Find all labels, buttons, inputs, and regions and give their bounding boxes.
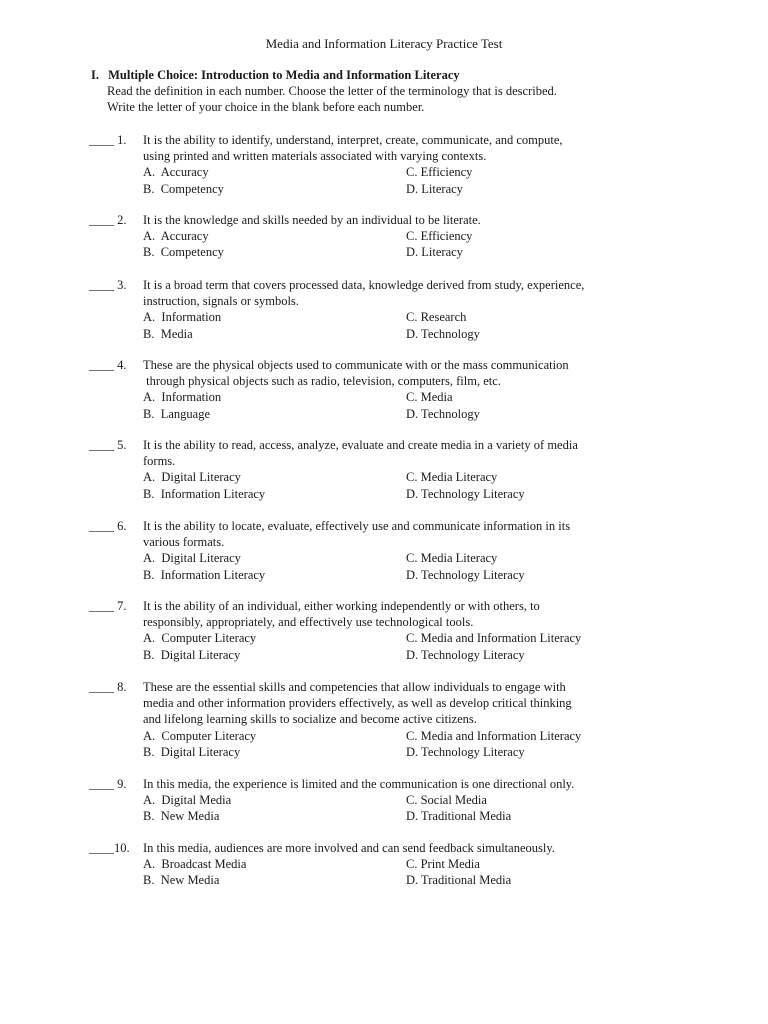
option-row [143, 181, 689, 197]
option-choice: C. Efficiency [406, 229, 473, 244]
option-row [143, 326, 689, 342]
option-choice: A. Accuracy [143, 229, 209, 244]
option-choice: C. Media [406, 390, 453, 405]
option-row [143, 808, 689, 824]
option-row [143, 486, 689, 502]
question-stem [89, 277, 689, 309]
option-choice: B. New Media [143, 809, 220, 824]
option-row [143, 406, 689, 422]
question-item [89, 132, 689, 197]
question-stem [89, 357, 689, 389]
question-stem [89, 437, 689, 469]
question-item [89, 277, 689, 342]
question-stem [89, 132, 689, 164]
option-row [143, 244, 689, 260]
option-row [143, 872, 689, 888]
question-number: ____ 7. [89, 599, 127, 613]
option-row [143, 744, 689, 760]
option-choice: D. Literacy [406, 245, 463, 260]
option-choice: C. Social Media [406, 793, 487, 808]
option-row [143, 164, 689, 180]
option-choice: C. Media Literacy [406, 470, 498, 485]
option-row [143, 228, 689, 244]
section-heading [91, 67, 460, 83]
question-number: ____ 5. [89, 438, 127, 452]
question-text-line: media and other information providers effectively, as well as develop critical thinking [143, 696, 572, 711]
question-stem [89, 212, 689, 228]
question-item [89, 840, 689, 889]
question-text-line: forms. [143, 454, 176, 469]
question-item [89, 598, 689, 663]
option-choice: B. Language [143, 406, 210, 421]
section-title: Multiple Choice: Introduction to Media and Information Literacy [108, 68, 460, 82]
option-choice: A. Digital Literacy [143, 551, 241, 566]
question-text-line: and lifelong learning skills to socialize and become active citizens. [143, 712, 477, 727]
question-item [89, 776, 689, 825]
option-choice: C. Efficiency [406, 165, 473, 180]
option-choice: A. Accuracy [143, 165, 209, 180]
option-choice: A. Broadcast Media [143, 857, 247, 872]
option-choice: A. Digital Media [143, 793, 232, 808]
question-item [89, 437, 689, 502]
question-item [89, 212, 689, 261]
option-choice: B. New Media [143, 873, 220, 888]
option-row [143, 792, 689, 808]
question-text-line: These are the physical objects used to communicate with or the mass communication [143, 358, 569, 372]
question-stem [89, 840, 689, 856]
option-choice: B. Information Literacy [143, 486, 266, 501]
option-choice: B. Digital Literacy [143, 647, 241, 662]
question-text-line: It is the ability to identify, understand, interpret, create, communicate, and compute, [143, 133, 563, 147]
question-stem [89, 776, 689, 792]
question-stem [89, 679, 689, 728]
option-row [143, 550, 689, 566]
option-choice: A. Information [143, 390, 222, 405]
question-stem [89, 598, 689, 630]
question-item [89, 679, 689, 760]
question-number: ____ 8. [89, 680, 127, 694]
question-item [89, 518, 689, 583]
option-choice: A. Computer Literacy [143, 728, 257, 743]
question-text-line: In this media, audiences are more involved and can send feedback simultaneously. [143, 841, 555, 855]
question-text-line: It is the ability of an individual, either working independently or with others, to [143, 599, 540, 613]
option-choice: D. Technology Literacy [406, 647, 525, 662]
question-text-line: It is the knowledge and skills needed by an individual to be literate. [143, 213, 481, 227]
option-row [143, 309, 689, 325]
section-number: I. [91, 68, 99, 82]
question-number: ____ 1. [89, 133, 127, 147]
option-choice: C. Media Literacy [406, 551, 498, 566]
question-number: ____ 4. [89, 358, 127, 372]
option-choice: A. Information [143, 310, 222, 325]
option-row [143, 856, 689, 872]
document-title: Media and Information Literacy Practice Test [265, 36, 503, 51]
option-row [143, 647, 689, 663]
instruction-line: Read the definition in each number. Choose the letter of the terminology that is described. [107, 84, 557, 98]
question-text-line: It is the ability to read, access, analyze, evaluate and create media in a variety of media [143, 438, 578, 452]
question-text-line: In this media, the experience is limited and the communication is one directional only. [143, 777, 575, 791]
option-choice: C. Print Media [406, 857, 480, 872]
option-row [143, 567, 689, 583]
option-choice: A. Digital Literacy [143, 470, 241, 485]
option-choice: A. Computer Literacy [143, 631, 257, 646]
question-text-line: through physical objects such as radio, television, computers, film, etc. [143, 374, 501, 389]
option-row [143, 469, 689, 485]
option-row [143, 630, 689, 646]
option-choice: B. Competency [143, 245, 224, 260]
option-choice: C. Research [406, 310, 467, 325]
question-stem [89, 518, 689, 550]
question-number: ____ 6. [89, 519, 127, 533]
question-number: ____ 3. [89, 278, 127, 292]
option-choice: D. Technology Literacy [406, 486, 525, 501]
option-choice: D. Literacy [406, 181, 463, 196]
option-choice: D. Technology [406, 326, 480, 341]
question-text-line: instruction, signals or symbols. [143, 294, 299, 309]
question-text-line: It is the ability to locate, evaluate, effectively use and communicate information in its [143, 519, 571, 533]
question-number: ____ 2. [89, 213, 127, 227]
option-choice: D. Traditional Media [406, 873, 512, 888]
option-row [143, 728, 689, 744]
question-item [89, 357, 689, 422]
option-choice: D. Technology Literacy [406, 567, 525, 582]
question-number: ____ 9. [89, 777, 127, 791]
option-choice: B. Information Literacy [143, 567, 266, 582]
option-choice: D. Technology Literacy [406, 744, 525, 759]
question-text-line: These are the essential skills and competencies that allow individuals to engage with [143, 680, 566, 694]
question-text-line: various formats. [143, 535, 225, 550]
option-choice: D. Technology [406, 406, 480, 421]
option-choice: D. Traditional Media [406, 809, 512, 824]
instruction-line: Write the letter of your choice in the blank before each number. [107, 100, 425, 114]
question-text-line: using printed and written materials associated with varying contexts. [143, 149, 487, 164]
option-row [143, 389, 689, 405]
option-choice: B. Digital Literacy [143, 744, 241, 759]
question-number: ____10. [89, 841, 130, 855]
option-choice: B. Competency [143, 181, 224, 196]
question-text-line: It is a broad term that covers processed data, knowledge derived from study, experience, [143, 278, 585, 292]
option-choice: C. Media and Information Literacy [406, 631, 582, 646]
option-choice: C. Media and Information Literacy [406, 728, 582, 743]
question-text-line: responsibly, appropriately, and effectively use technological tools. [143, 615, 474, 630]
option-choice: B. Media [143, 326, 193, 341]
